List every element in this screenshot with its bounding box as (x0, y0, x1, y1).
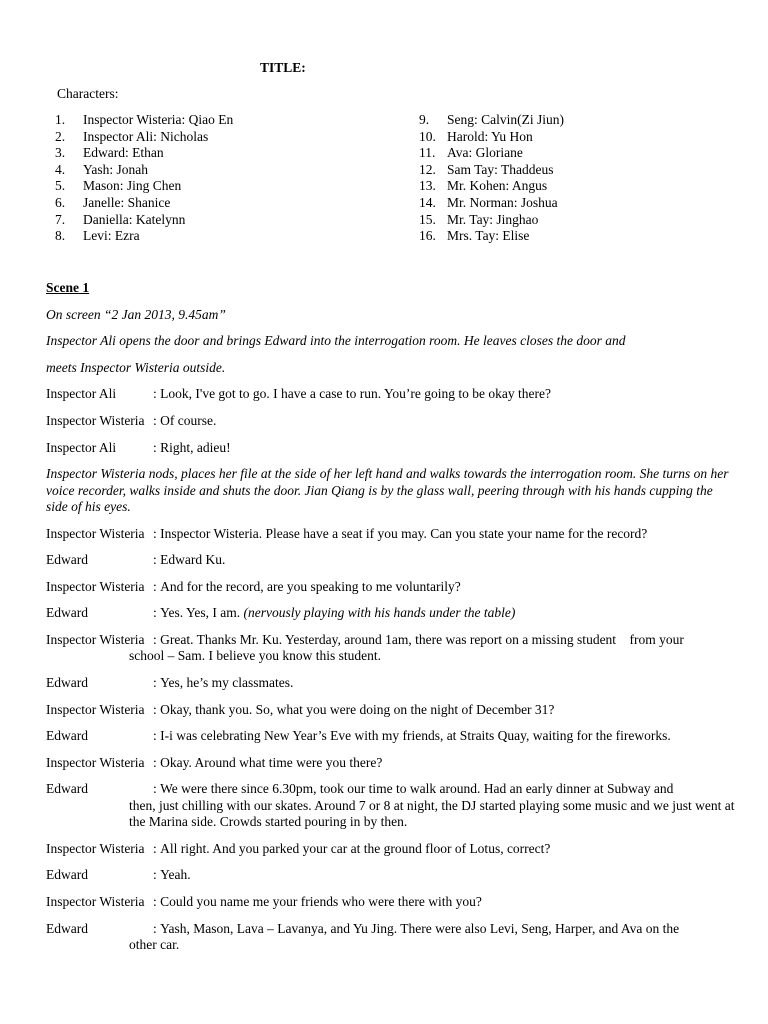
dialogue-line: Edward : Yash, Mason, Lava – Lavanya, and Yu Jing. There were also Levi, Seng, Harper, and Ava on the other car. (46, 921, 736, 954)
cast-number: 8. (55, 228, 66, 244)
cast-item (419, 112, 564, 129)
dialogue-line: Edward : Yes. Yes, I am. (nervously playing with his hands under the table) (46, 605, 516, 621)
dialogue-text: Right, adieu! (160, 439, 231, 455)
speaker-name: Edward (46, 552, 88, 568)
dialogue-text: I-i was celebrating New Year’s Eve with my friends, at Straits Quay, waiting for the fireworks. (160, 728, 671, 744)
dialogue-continuation: then, just chilling with our skates. Around 7 or 8 at night, the DJ started playing some music and we just went at the Marina side. Crowds started pouring in by then. (129, 797, 735, 830)
dialogue-line: Inspector Wisteria : Okay. Around what time were you there? (46, 754, 383, 770)
dialogue-text: Okay. Around what time were you there? (160, 754, 383, 770)
speaker-name: Inspector Wisteria (46, 754, 145, 770)
cast-number: 16. (419, 228, 436, 244)
dialogue-line: Edward : We were there since 6.30pm, took our time to walk around. Had an early dinner at Subway and then, just chilling with our skates. Around 7 or 8 at night, the DJ started playing some music and we just went at the Marina side. Crowds started pouring in by then. (46, 781, 735, 830)
cast-number: 15. (419, 211, 436, 227)
dialogue-line: Inspector Wisteria : Great. Thanks Mr. Ku. Yesterday, around 1am, there was report on a missing student from your school – Sam. I believe you know this student. (46, 632, 736, 665)
cast-item (419, 162, 564, 179)
dialogue-text: Okay, thank you. So, what you were doing on the night of December 31? (160, 701, 555, 717)
speaker-name: Edward (46, 605, 88, 621)
speaker-name: Edward (46, 781, 88, 797)
cast-entry: Inspector Ali: Nicholas (83, 128, 209, 144)
cast-entry: Mr. Kohen: Angus (447, 178, 548, 194)
cast-number: 14. (419, 194, 436, 210)
dialogue-continuation: school – Sam. I believe you know this student. (129, 648, 381, 664)
cast-item (55, 162, 233, 179)
document-title: TITLE: (260, 60, 306, 75)
cast-number: 6. (55, 194, 66, 210)
cast-entry: Yash: Jonah (83, 161, 149, 177)
dialogue-text: Great. Thanks Mr. Ku. Yesterday, around 1am, there was report on a missing student from your (160, 631, 684, 647)
cast-number: 13. (419, 178, 436, 194)
cast-entry: Mr. Tay: Jinghao (447, 211, 539, 227)
cast-item (55, 129, 233, 146)
cast-entry: Levi: Ezra (83, 228, 140, 244)
dialogue-line: Inspector Wisteria : Could you name me your friends who were there with you? (46, 893, 482, 909)
dialogue-line: Edward : Yeah. (46, 867, 191, 883)
dialogue-line: Inspector Ali : Right, adieu! (46, 439, 231, 455)
dialogue-continuation: other car. (129, 936, 180, 952)
cast-item (419, 212, 564, 229)
characters-label: Characters: (57, 86, 119, 101)
cast-number: 12. (419, 161, 436, 177)
speaker-name: Inspector Wisteria (46, 631, 145, 647)
dialogue-text: Of course. (160, 412, 217, 428)
script-body (46, 280, 736, 964)
cast-entry: Edward: Ethan (83, 145, 164, 161)
dialogue-text: And for the record, are you speaking to me voluntarily? (160, 578, 461, 594)
cast-item (55, 212, 233, 229)
dialogue-line: Inspector Wisteria : Of course. (46, 412, 217, 428)
cast-entry: Harold: Yu Hon (447, 128, 533, 144)
cast-entry: Daniella: Katelynn (83, 211, 186, 227)
dialogue-line: Edward : Edward Ku. (46, 552, 226, 568)
speaker-name: Edward (46, 867, 88, 883)
dialogue-text: Yeah. (160, 867, 191, 883)
cast-entry: Inspector Wisteria: Qiao En (83, 112, 234, 127)
cast-item (419, 195, 564, 212)
cast-item (419, 145, 564, 162)
cast-number: 7. (55, 211, 66, 227)
speaker-name: Inspector Ali (46, 439, 117, 455)
speaker-name: Inspector Wisteria (46, 525, 145, 541)
dialogue-line: Edward : I-i was celebrating New Year’s Eve with my friends, at Straits Quay, waiting for the fireworks. (46, 728, 671, 744)
stage-direction (46, 333, 736, 376)
cast-list-left (55, 112, 233, 245)
cast-number: 5. (55, 178, 66, 194)
speaker-name: Inspector Wisteria (46, 840, 145, 856)
cast-number: 2. (55, 128, 66, 144)
dialogue-text: Edward Ku. (160, 552, 226, 568)
dialogue-text: Inspector Wisteria. Please have a seat if you may. Can you state your name for the record? (160, 525, 648, 541)
cast-item (55, 195, 233, 212)
dialogue-text: All right. And you parked your car at the ground floor of Lotus, correct? (160, 840, 551, 856)
stage-direction: Inspector Wisteria nods, places her file at the side of her left hand and walks towards the interrogation room. She turns on her voice recorder, walks inside and shuts the door. Jian Qiang is by the glass wall, peering through with his hands cupping the side of his eyes. (46, 466, 729, 514)
dialogue-text: Yes, he’s my classmates. (160, 674, 294, 690)
cast-number: 11. (419, 145, 436, 161)
cast-number: 9. (419, 112, 430, 127)
parenthetical: (nervously playing with his hands under the table) (243, 605, 516, 621)
cast-number: 10. (419, 128, 436, 144)
speaker-name: Inspector Wisteria (46, 701, 145, 717)
cast-number: 4. (55, 161, 66, 177)
dialogue-line: Inspector Wisteria : Inspector Wisteria. Please have a seat if you may. Can you state your name for the record? (46, 525, 648, 541)
cast-list-right (419, 112, 564, 245)
dialogue-text: Yash, Mason, Lava – Lavanya, and Yu Jing. There were also Levi, Seng, Harper, and Ava on the (160, 920, 680, 936)
direction-line: meets Inspector Wisteria outside. (46, 359, 226, 375)
cast-item (55, 178, 233, 195)
dialogue-text: Look, I've got to go. I have a case to run. You’re going to be okay there? (160, 386, 551, 402)
speaker-name: Inspector Wisteria (46, 578, 145, 594)
speaker-name: Inspector Wisteria (46, 412, 145, 428)
scene-heading: Scene 1 (46, 280, 90, 295)
dialogue-line: Edward : Yes, he’s my classmates. (46, 674, 294, 690)
cast-item (55, 228, 233, 245)
cast-number: 1. (55, 112, 66, 127)
dialogue-text: Yes. Yes, I am. (160, 605, 244, 621)
cast-entry: Sam Tay: Thaddeus (447, 161, 554, 177)
cast-entry: Mason: Jing Chen (83, 178, 182, 194)
speaker-name: Edward (46, 920, 88, 936)
cast-entry: Ava: Gloriane (447, 145, 523, 161)
on-screen-caption: On screen “2 Jan 2013, 9.45am” (46, 306, 226, 322)
cast-entry: Mr. Norman: Joshua (447, 194, 558, 210)
speaker-name: Edward (46, 674, 88, 690)
cast-item (55, 112, 233, 129)
cast-entry: Mrs. Tay: Elise (447, 228, 530, 244)
dialogue-line: Inspector Ali : Look, I've got to go. I have a case to run. You’re going to be okay there? (46, 386, 551, 402)
cast-entry: Janelle: Shanice (83, 194, 171, 210)
dialogue-line: Inspector Wisteria : All right. And you parked your car at the ground floor of Lotus, correct? (46, 840, 551, 856)
cast-item (419, 129, 564, 146)
speaker-name: Inspector Wisteria (46, 893, 145, 909)
dialogue-line: Inspector Wisteria : And for the record, are you speaking to me voluntarily? (46, 578, 461, 594)
cast-entry: Seng: Calvin(Zi Jiun) (447, 112, 564, 127)
cast-item (419, 178, 564, 195)
dialogue-text: We were there since 6.30pm, took our time to walk around. Had an early dinner at Subway and (160, 781, 674, 797)
cast-item (55, 145, 233, 162)
dialogue-text: Could you name me your friends who were there with you? (160, 893, 482, 909)
dialogue-line: Inspector Wisteria : Okay, thank you. So, what you were doing on the night of December 31? (46, 701, 555, 717)
cast-item (419, 228, 564, 245)
speaker-name: Inspector Ali (46, 386, 117, 402)
direction-line: Inspector Ali opens the door and brings Edward into the interrogation room. He leaves closes the door and (46, 333, 626, 349)
cast-number: 3. (55, 145, 66, 161)
speaker-name: Edward (46, 728, 88, 744)
